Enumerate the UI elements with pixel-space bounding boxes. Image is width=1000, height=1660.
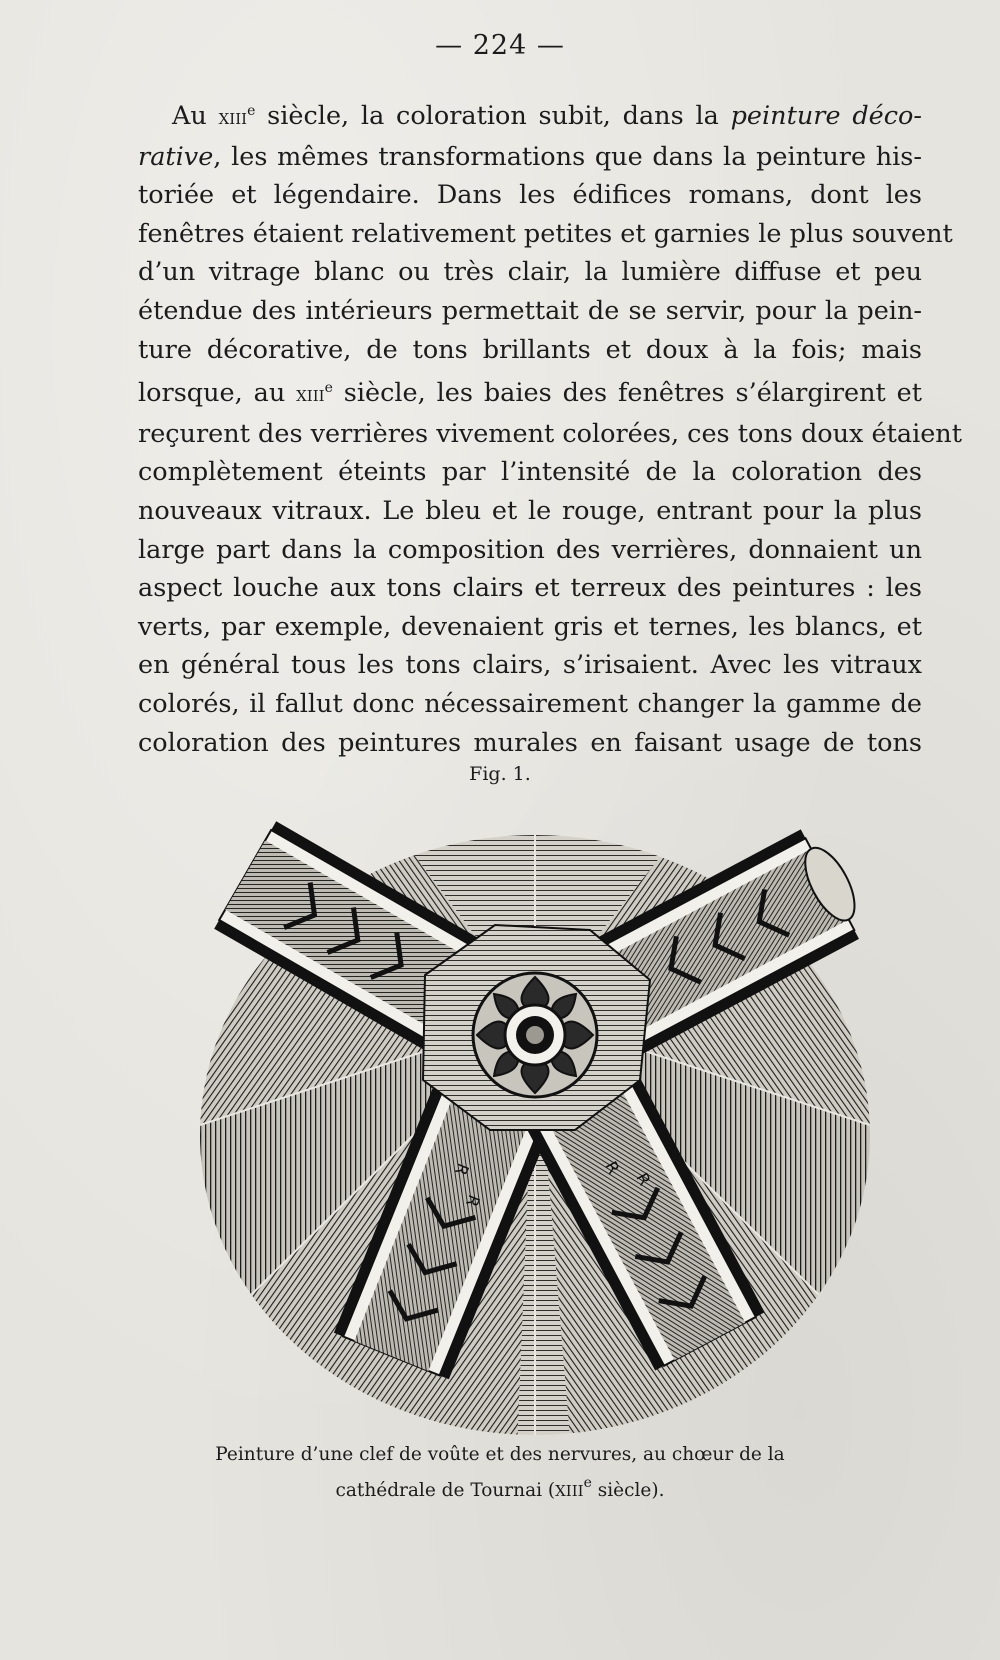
text-run: ture décorative, de tons brillants et doux à la fois; mais — [138, 334, 922, 365]
text-line — [138, 92, 922, 138]
text-line — [138, 415, 962, 454]
text-run: peinture déco- — [730, 101, 922, 131]
text-line — [138, 369, 922, 415]
body-text — [138, 92, 962, 762]
text-line — [138, 253, 922, 292]
text-run: colorés, il fallut donc nécessairement changer la gamme de — [138, 688, 922, 719]
text-run: toriée et légendaire. Dans les édifices romans, dont les — [138, 180, 922, 211]
figure-label: Fig. 1. — [469, 763, 531, 785]
keystone — [423, 925, 650, 1130]
text-run: Au — [172, 101, 219, 131]
text-run: lorsque, au — [138, 378, 297, 409]
text-run: siècle, la coloration subit, dans la — [255, 101, 731, 131]
text-line — [138, 215, 953, 254]
text-run: xiii — [218, 105, 248, 130]
text-run: e — [324, 380, 333, 397]
text-line — [138, 531, 922, 570]
page-number: — 224 — — [435, 30, 565, 61]
text-line — [138, 569, 922, 608]
rib-letter: R — [632, 1169, 655, 1189]
rib-letter: R — [462, 1192, 484, 1210]
text-line — [138, 724, 922, 763]
caption-line-2: cathédrale de Tournai (xiii$^e$ siècle). — [335, 1475, 665, 1502]
text-run: complètement éteints par l’intensité de la coloration des — [138, 457, 922, 488]
text-run: d’un vitrage blanc ou très clair, la lumière diffuse et peu — [138, 257, 922, 288]
text-run: xiii — [296, 382, 325, 408]
text-line — [138, 492, 922, 531]
text-line — [138, 453, 922, 492]
rib-letter: R — [451, 1160, 473, 1179]
text-run: coloration des peintures murales en faisant usage de tons — [138, 727, 922, 758]
text-run: aspect louche aux tons clairs et terreux des peintures : les — [138, 573, 922, 604]
text-line — [138, 608, 922, 647]
text-run: reçurent des verrières vivement colorées, ces tons doux étaient — [138, 418, 962, 449]
figure-caption — [150, 1440, 850, 1505]
text-run: , les mêmes transformations que dans la peinture his- — [213, 141, 922, 172]
text-line — [138, 176, 922, 215]
text-run: en général tous les tons clairs, s’irisaient. Avec les vitraux — [138, 650, 922, 681]
text-run: siècle, les baies des fenêtres s’élargirent et — [332, 378, 922, 409]
rib-letter: R — [601, 1158, 624, 1177]
text-line — [138, 685, 922, 724]
text-line — [138, 138, 922, 177]
text-line — [138, 646, 922, 685]
text-run: étendue des intérieurs permettait de se servir, pour la pein- — [138, 295, 922, 326]
text-run: e — [247, 103, 256, 119]
text-run: fenêtres étaient relativement petites et garnies le plus souvent — [138, 218, 953, 249]
text-run: verts, par exemple, devenaient gris et ternes, les blancs, et — [138, 611, 922, 642]
text-run: nouveaux vitraux. Le bleu et le rouge, entrant pour la plus — [138, 495, 922, 526]
text-line — [138, 331, 922, 370]
text-run: large part dans la composition des verrières, donnaient un — [138, 534, 922, 565]
caption-line-1: Peinture d’une clef de voûte et des nervures, au chœur de la — [215, 1444, 785, 1465]
text-run: rative — [138, 141, 214, 172]
vault-figure-illustration — [185, 800, 885, 1440]
text-line — [138, 292, 922, 331]
